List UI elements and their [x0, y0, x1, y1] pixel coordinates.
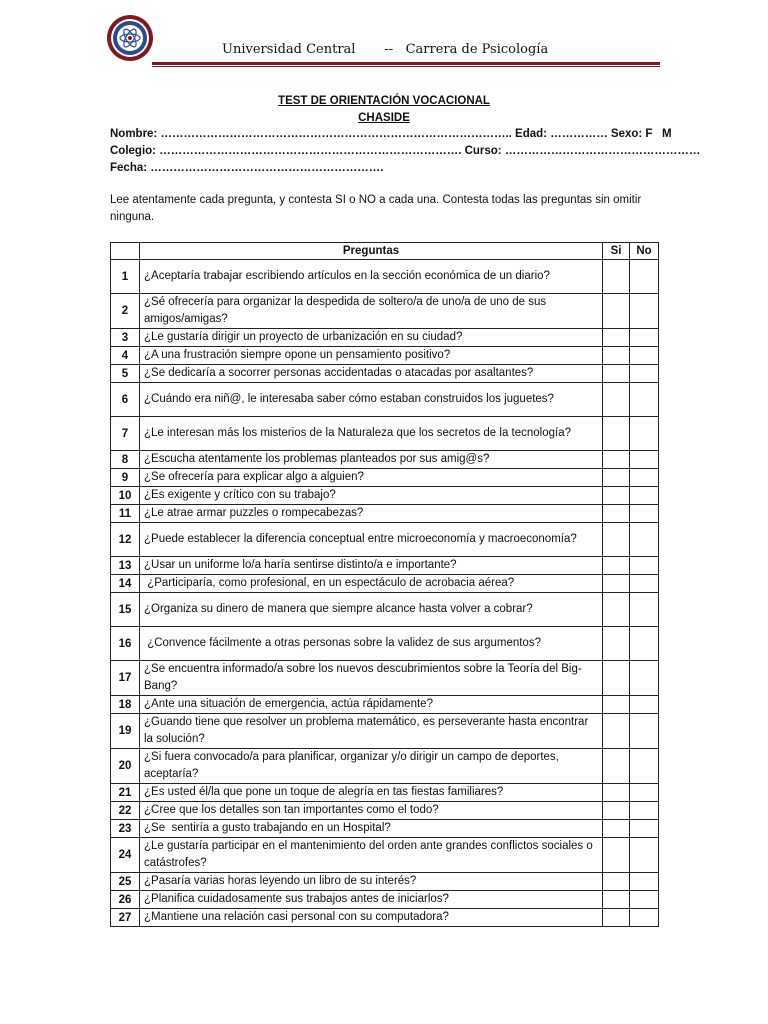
- yes-answer-cell[interactable]: [603, 451, 630, 469]
- no-answer-cell[interactable]: [630, 627, 659, 661]
- question-number: 14: [111, 575, 140, 593]
- question-text: ¿Mantiene una relación casi personal con su computadora?: [140, 909, 603, 927]
- questions-table: [110, 242, 659, 927]
- question-number: 19: [111, 714, 140, 749]
- table-row: [111, 749, 659, 784]
- table-header-row: [111, 243, 659, 260]
- yes-answer-cell[interactable]: [603, 469, 630, 487]
- table-row: [111, 820, 659, 838]
- test-title: TEST DE ORIENTACIÓN VOCACIONAL: [278, 95, 490, 107]
- question-number: 17: [111, 661, 140, 696]
- question-text: ¿Convence fácilmente a otras personas sobre la validez de sus argumentos?: [140, 627, 603, 661]
- question-text: ¿Pasaría varias horas leyendo un libro de su interés?: [140, 873, 603, 891]
- yes-answer-cell[interactable]: [603, 661, 630, 696]
- table-row: [111, 260, 659, 294]
- no-answer-cell[interactable]: [630, 260, 659, 294]
- no-header: No: [630, 243, 659, 260]
- question-number: 25: [111, 873, 140, 891]
- question-number: 24: [111, 838, 140, 873]
- table-row: [111, 714, 659, 749]
- table-row: [111, 593, 659, 627]
- question-text: ¿Puede establecer la diferencia conceptual entre microeconomía y macroeconomía?: [140, 523, 603, 557]
- no-answer-cell[interactable]: [630, 593, 659, 627]
- yes-answer-cell[interactable]: [603, 784, 630, 802]
- page-header: [222, 42, 548, 57]
- question-number: 2: [111, 294, 140, 329]
- no-answer-cell[interactable]: [630, 891, 659, 909]
- question-number: 1: [111, 260, 140, 294]
- question-text: ¿Se encuentra informado/a sobre los nuevos descubrimientos sobre la Teoría del Big- Bang?: [140, 661, 603, 696]
- question-number: 11: [111, 505, 140, 523]
- question-text: ¿Planifica cuidadosamente sus trabajos antes de iniciarlos?: [140, 891, 603, 909]
- table-row: [111, 329, 659, 347]
- no-answer-cell[interactable]: [630, 505, 659, 523]
- yes-answer-cell[interactable]: [603, 802, 630, 820]
- no-answer-cell[interactable]: [630, 383, 659, 417]
- form-school-course[interactable]: Colegio: ……………………………………………………………………. Curso: ……………………………………………: [110, 145, 701, 157]
- test-subtitle: CHASIDE: [358, 112, 410, 124]
- yes-answer-cell[interactable]: [603, 523, 630, 557]
- question-text: ¿Organiza su dinero de manera que siempre alcance hasta volver a cobrar?: [140, 593, 603, 627]
- header-separator: --: [384, 42, 394, 57]
- yes-header: Si: [603, 243, 630, 260]
- table-row: [111, 784, 659, 802]
- table-row: [111, 523, 659, 557]
- question-text: ¿Si fuera convocado/a para planificar, organizar y/o dirigir un campo de deportes, aceptaría?: [140, 749, 603, 784]
- no-answer-cell[interactable]: [630, 347, 659, 365]
- instructions: Lee atentamente cada pregunta, y contesta SI o NO a cada una. Contesta todas las preguntas sin omitir ninguna.: [110, 194, 642, 223]
- number-header: [111, 243, 140, 260]
- table-row: [111, 696, 659, 714]
- no-answer-cell[interactable]: [630, 784, 659, 802]
- yes-answer-cell[interactable]: [603, 557, 630, 575]
- no-answer-cell[interactable]: [630, 365, 659, 383]
- no-answer-cell[interactable]: [630, 575, 659, 593]
- question-number: 15: [111, 593, 140, 627]
- yes-answer-cell[interactable]: [603, 575, 630, 593]
- yes-answer-cell[interactable]: [603, 820, 630, 838]
- question-number: 6: [111, 383, 140, 417]
- yes-answer-cell[interactable]: [603, 383, 630, 417]
- question-text: ¿Aceptaría trabajar escribiendo artículos en la sección económica de un diario?: [140, 260, 603, 294]
- table-row: [111, 347, 659, 365]
- table-row: [111, 294, 659, 329]
- header-rule-thin: [152, 66, 660, 67]
- question-text: ¿Guando tiene que resolver un problema matemático, es perseverante hasta encontrar la solución?: [140, 714, 603, 749]
- question-number: 8: [111, 451, 140, 469]
- table-row: [111, 451, 659, 469]
- question-text: ¿Participaría, como profesional, en un espectáculo de acrobacia aérea?: [140, 575, 603, 593]
- question-number: 9: [111, 469, 140, 487]
- table-row: [111, 891, 659, 909]
- question-text: ¿Se dedicaría a socorrer personas accidentadas o atacadas por asaltantes?: [140, 365, 603, 383]
- question-number: 22: [111, 802, 140, 820]
- question-number: 26: [111, 891, 140, 909]
- question-text: ¿Escucha atentamente los problemas planteados por sus amig@s?: [140, 451, 603, 469]
- no-answer-cell[interactable]: [630, 696, 659, 714]
- question-text: ¿Le atrae armar puzzles o rompecabezas?: [140, 505, 603, 523]
- no-answer-cell[interactable]: [630, 557, 659, 575]
- question-number: 7: [111, 417, 140, 451]
- form-name-age-sex[interactable]: Nombre: ……………………………………………………………………………….. Edad: …………… Sexo: F M: [110, 128, 672, 140]
- question-number: 23: [111, 820, 140, 838]
- no-answer-cell[interactable]: [630, 417, 659, 451]
- table-row: [111, 417, 659, 451]
- table-row: [111, 365, 659, 383]
- university-seal-icon: [106, 14, 154, 62]
- no-answer-cell[interactable]: [630, 909, 659, 927]
- question-text: ¿Es exigente y crítico con su trabajo?: [140, 487, 603, 505]
- no-answer-cell[interactable]: [630, 820, 659, 838]
- yes-answer-cell[interactable]: [603, 417, 630, 451]
- question-number: 5: [111, 365, 140, 383]
- table-row: [111, 909, 659, 927]
- table-row: [111, 802, 659, 820]
- question-text: ¿Sé ofrecería para organizar la despedida de soltero/a de uno/a de uno de sus amigos/amigas?: [140, 294, 603, 329]
- no-answer-cell[interactable]: [630, 523, 659, 557]
- department-name: Carrera de Psicología: [405, 42, 549, 57]
- no-answer-cell[interactable]: [630, 469, 659, 487]
- no-answer-cell[interactable]: [630, 294, 659, 329]
- question-number: 16: [111, 627, 140, 661]
- yes-answer-cell[interactable]: [603, 260, 630, 294]
- question-text: ¿Ante una situación de emergencia, actúa rápidamente?: [140, 696, 603, 714]
- question-number: 20: [111, 749, 140, 784]
- yes-answer-cell[interactable]: [603, 714, 630, 749]
- question-text: ¿A una frustración siempre opone un pensamiento positivo?: [140, 347, 603, 365]
- yes-answer-cell[interactable]: [603, 347, 630, 365]
- yes-answer-cell[interactable]: [603, 593, 630, 627]
- yes-answer-cell[interactable]: [603, 891, 630, 909]
- question-number: 27: [111, 909, 140, 927]
- table-row: [111, 627, 659, 661]
- table-row: [111, 838, 659, 873]
- no-answer-cell[interactable]: [630, 714, 659, 749]
- table-row: [111, 557, 659, 575]
- no-answer-cell[interactable]: [630, 749, 659, 784]
- question-number: 12: [111, 523, 140, 557]
- table-row: [111, 487, 659, 505]
- question-text: ¿Usar un uniforme lo/a haría sentirse distinto/a e importante?: [140, 557, 603, 575]
- yes-answer-cell[interactable]: [603, 505, 630, 523]
- question-text: ¿Se ofrecería para explicar algo a alguien?: [140, 469, 603, 487]
- question-number: 13: [111, 557, 140, 575]
- no-answer-cell[interactable]: [630, 802, 659, 820]
- yes-answer-cell[interactable]: [603, 696, 630, 714]
- no-answer-cell[interactable]: [630, 661, 659, 696]
- question-number: 3: [111, 329, 140, 347]
- question-number: 18: [111, 696, 140, 714]
- yes-answer-cell[interactable]: [603, 365, 630, 383]
- yes-answer-cell[interactable]: [603, 873, 630, 891]
- question-text: ¿Le gustaría participar en el mantenimiento del orden ante grandes conflictos sociales o catástrofes?: [140, 838, 603, 873]
- university-name: Universidad Central: [222, 42, 356, 57]
- questions-header: Preguntas: [140, 243, 603, 260]
- question-number: 10: [111, 487, 140, 505]
- question-number: 4: [111, 347, 140, 365]
- table-row: [111, 383, 659, 417]
- yes-answer-cell[interactable]: [603, 749, 630, 784]
- no-answer-cell[interactable]: [630, 873, 659, 891]
- question-text: ¿Le gustaría dirigir un proyecto de urbanización en su ciudad?: [140, 329, 603, 347]
- yes-answer-cell[interactable]: [603, 329, 630, 347]
- header-rule: [152, 62, 660, 65]
- question-text: ¿Cree que los detalles son tan importantes como el todo?: [140, 802, 603, 820]
- question-text: ¿Cuándo era niñ@, le interesaba saber cómo estaban construidos los juguetes?: [140, 383, 603, 417]
- table-row: [111, 469, 659, 487]
- no-answer-cell[interactable]: [630, 329, 659, 347]
- table-row: [111, 505, 659, 523]
- question-number: 21: [111, 784, 140, 802]
- table-row: [111, 873, 659, 891]
- question-text: ¿Le interesan más los misterios de la Naturaleza que los secretos de la tecnología?: [140, 417, 603, 451]
- no-answer-cell[interactable]: [630, 451, 659, 469]
- yes-answer-cell[interactable]: [603, 838, 630, 873]
- question-text: ¿Se sentiría a gusto trabajando en un Hospital?: [140, 820, 603, 838]
- no-answer-cell[interactable]: [630, 838, 659, 873]
- yes-answer-cell[interactable]: [603, 627, 630, 661]
- table-row: [111, 661, 659, 696]
- no-answer-cell[interactable]: [630, 487, 659, 505]
- form-date[interactable]: Fecha: …………………………………………………….: [110, 162, 384, 174]
- yes-answer-cell[interactable]: [603, 487, 630, 505]
- table-row: [111, 575, 659, 593]
- yes-answer-cell[interactable]: [603, 294, 630, 329]
- question-text: ¿Es usted él/la que pone un toque de alegría en tas fiestas familiares?: [140, 784, 603, 802]
- yes-answer-cell[interactable]: [603, 909, 630, 927]
